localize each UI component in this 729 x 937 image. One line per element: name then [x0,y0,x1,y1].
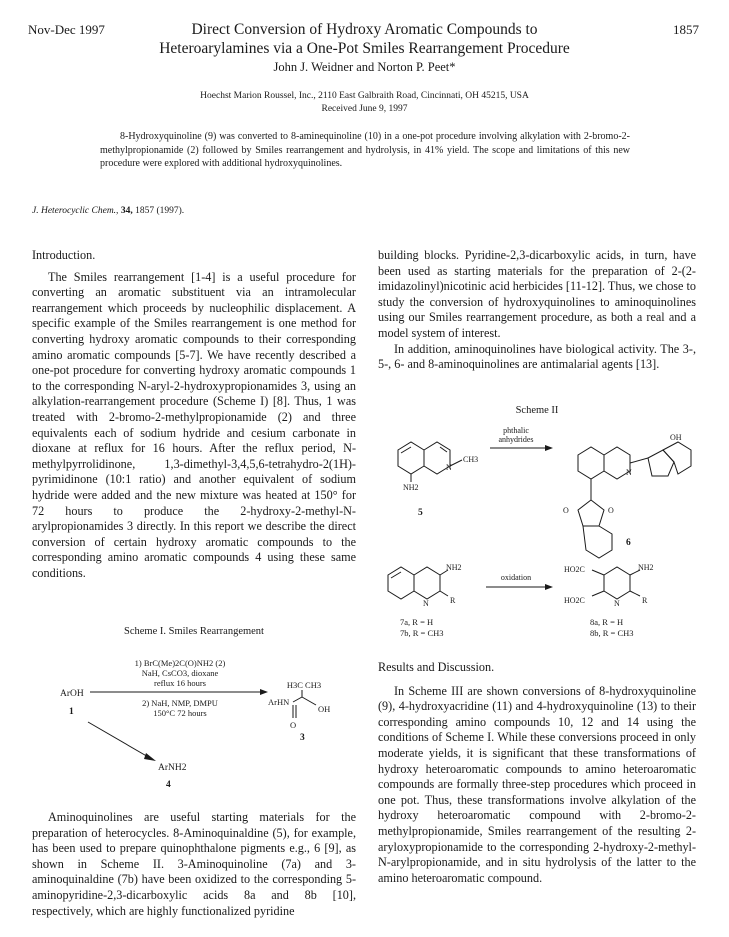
s2-6-oh: OH [670,433,682,442]
received-date: Received June 9, 1997 [321,104,408,114]
s2-reagent-1b: anhydrides [498,435,534,444]
citation-volume: 34, [120,206,133,216]
affiliation-block [0,90,729,116]
right-column-bottom [378,660,696,886]
s2-num-6: 6 [626,538,631,548]
scheme-2-caption: Scheme II [515,405,559,416]
title-line-2: Heteroarylamines via a One-Pot Smiles Rearrangement Procedure [159,40,570,57]
citation-pages: 1857 (1997). [135,206,185,216]
s1-arrow-diag [88,722,150,758]
s1-reagent-2: NaH, CsCO3, dioxane [141,668,219,678]
introduction-heading: Introduction. [32,248,96,262]
s1-reagent-5: 150°C 72 hours [153,708,207,718]
results-heading: Results and Discussion. [378,660,495,674]
scheme-2-diagram [378,420,696,645]
s2-num-7a: 7a, R = H [400,617,434,627]
s2-num-7b: 7b, R = CH3 [400,628,444,638]
s1-amine: ArNH2 [158,763,187,773]
s1-arrowhead-main [260,689,268,695]
scheme-1-caption: Scheme I. Smiles Rearrangement [124,626,264,637]
right-paragraph-0: building blocks. Pyridine-2,3-dicarboxylic acids, in turn, have been used as starting materials for the preparation of 2-(2-imidazolinyl)nicotinic acid herbicides [11-12]. Thus, we chose to study the conversion of hydroxyquinolines to aminoquinolines using our Smiles rearrangement procedure, as both a real and a model system of interest. [378,248,696,340]
compound-8-structure [592,567,640,599]
s2-7-r: R [450,596,456,605]
results-paragraph-1: In Scheme III are shown conversions of 8-hydroxyquinoline (9), 4-hydroxyacridine (11) and 4-hydroxyquinoline (13) to their corresponding amino compounds 10, 12 and 14 using the conditions of Scheme I. While these conversions proceed in only moderate yields, it is significant that these transformations of hydroxy heteroaromatic compounds to amino heteroaromatic compounds are formally three-step procedures which proceed in one pot. Thus, these transformations involve alkylation of the hydroxy heteroaromatic compound with 2-bromo-2-methylpropionamide, Smiles rearrangement of the resulting 2-aryloxypropionamide to the corresponding 2-hydroxy-2-methyl-N-arylpropionamide, and in situ hydrolysis of the latter to the amino heteroaromatic compound. [378,683,696,885]
s1-reagent-3: reflux 16 hours [154,678,206,688]
s1-arrowhead-diag [144,753,156,761]
citation [32,206,184,216]
s2-8-nh2: NH2 [638,563,654,572]
s1-bond-2 [302,697,316,705]
s1-start-num: 1 [69,707,74,717]
s2-8-ho2c-bottom: HO2C [564,596,585,605]
s2-8-ho2c-top: HO2C [564,565,585,574]
s2-6-o1: O [563,506,569,515]
authors: John J. Weidner and Norton P. Peet* [273,60,456,74]
affiliation: Hoechst Marion Roussel, Inc., 2110 East Galbraith Road, Cincinnati, OH 45215, USA [200,91,529,101]
s2-reagent-2: oxidation [500,573,532,582]
s2-reagent-1a: phthalic [503,426,529,435]
s2-7-nh2: NH2 [446,563,462,572]
compound-6-structure [578,442,691,558]
intro-paragraph-1: The Smiles rearrangement [1-4] is a useful procedure for converting an aromatic substituent via an intramolecular rearrangement which proceeds by nucleophilic displacement. A specific example of the Smiles rearrangement is one method for converting hydroxy aromatic compounds to their corresponding amino aromatic compounds [5-7]. We have recently described a one-pot procedure for converting hydroxy aromatic compounds 1 to the corresponding N-aryl-2-hydroxypropionamides 3, using an alkylation-rearrangement procedure (Scheme I) [8]. Thus, 1 was treated with 2-bromo-2-methylpropionamide (2) and three equivalents each of sodium hydride and cesium carbonate in dioxane at reflux for 16 hours. After the reflux period, N-methylpyrrolidinone, 1,3-dimethyl-3,4,5,6-tetrahydro-2(1H)-pyrimidinone (10:1 ratio) and another equivalent of sodium hydride were added and the new mixture was heated at 150° for 72 hours to produce the 2-hydroxy-2-methyl-N-arylpropionamides 3 directly. In this report we describe the direct conversion of certain hydroxy aromatic compounds to the corresponding amino aromatic compounds 4 using these same conditions. [32,269,356,580]
left-column-top [32,248,356,581]
s1-prod-oh: OH [318,704,331,714]
s2-7-n: N [423,599,429,608]
article-title [0,20,729,58]
s1-amine-num: 4 [166,780,171,790]
right-paragraph-1: In addition, aminoquinolines have biological activity. The 3-, 5-, 6- and 8-aminoquinolines are antimalarial agents [13]. [378,341,696,372]
s1-start: ArOH [60,689,84,699]
s2-arrowhead-2 [545,584,553,590]
s2-num-5: 5 [418,508,423,518]
title-line-1: Direct Conversion of Hydroxy Aromatic Compounds to [191,21,538,38]
s1-reagent-1: 1) BrC(Me)2C(O)NH2 (2) [134,658,226,668]
s2-8-r: R [642,596,648,605]
s1-reagent-4: 2) NaH, NMP, DMPU [142,698,218,708]
compound-5-structure [398,442,462,482]
s2-arrowhead-1 [545,445,553,451]
s2-8-n: N [614,599,620,608]
s2-6-n: N [626,468,632,477]
s1-prod-num: 3 [300,733,305,743]
s1-bond-1 [293,697,302,702]
scheme-1-diagram [60,650,340,790]
s2-num-8a: 8a, R = H [590,617,624,627]
s1-prod-nh: ArHN [268,697,290,707]
right-column-top [378,248,696,373]
abstract: 8-Hydroxyquinoline (9) was converted to 8-aminequinoline (10) in a one-pot procedure involving alkylation with 2-bromo-2-methylpropionamide (2) followed by Smiles rearrangement and hydrolysis, in 41% yield. The scope and limitations of this new procedure were explored with additional hydroxyquinolines. [100,131,630,169]
citation-journal: J. Heterocyclic Chem., [32,206,119,216]
left-column-bottom [32,810,356,919]
page-number: 1857 [673,22,699,37]
s2-5-nh2: NH2 [403,483,419,492]
compound-7-structure [388,567,448,599]
s2-5-n: N [446,463,452,472]
s2-6-o2: O [608,506,614,515]
s2-5-ch3: CH3 [463,455,479,464]
s1-prod-o: O [290,720,297,730]
s2-num-8b: 8b, R = CH3 [590,628,634,638]
intro-paragraph-2: Aminoquinolines are useful starting materials for the preparation of heterocycles. 8-Aminoquinaldine (5), for example, has been used to prepare quinophthalone pigments e.g., 6 [9], as shown in Scheme II. 3-Aminoquinoline (7a) and 3-aminoquinaldine (7b) have been oxidized to the corresponding 5-aminopyridine-2,3-dicarboxylic acids 8a and 8b [10], respectively, which are highly functionalized pyridine [32,810,356,918]
journal-issue: Nov-Dec 1997 [28,22,105,37]
s1-prod-methyls: H3C CH3 [286,680,322,690]
